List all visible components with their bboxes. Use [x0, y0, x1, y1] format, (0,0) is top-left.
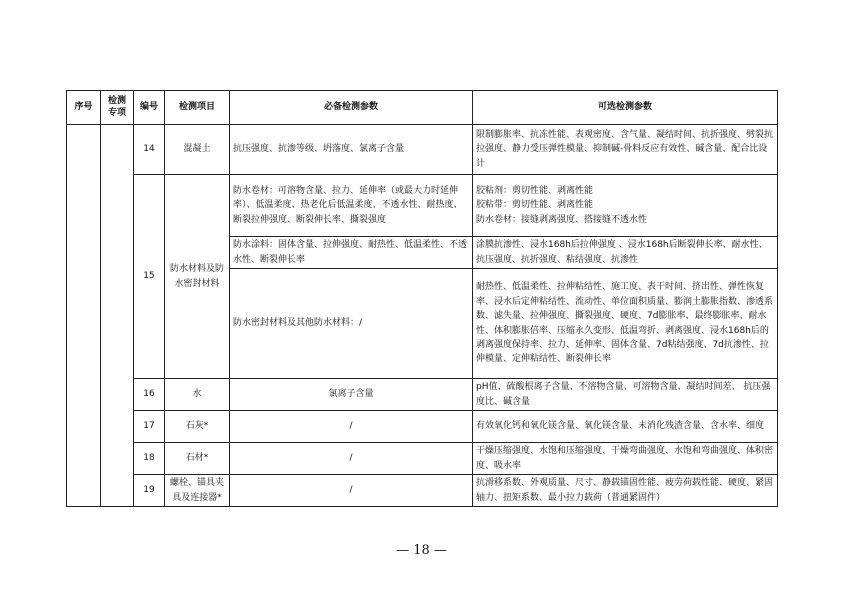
- category-cell: [101, 125, 134, 507]
- row-required: /: [230, 475, 473, 507]
- row-item: 防水材料及防水密封材料: [165, 175, 230, 379]
- row-required: /: [230, 443, 473, 475]
- header-code: 编号: [134, 91, 165, 125]
- row-item: 混凝土: [165, 125, 230, 175]
- table-row: [67, 475, 778, 507]
- row-optional: 有效氧化钙和氧化镁含量、氧化镁含量、未消化残渣含量、含水率、细度: [473, 411, 778, 443]
- row-optional: pH值、硫酸根离子含量、不溶物含量、可溶物含量、凝结时间差、 抗压强度比、碱含量: [473, 379, 778, 411]
- row-code: 14: [134, 125, 165, 175]
- header-category: 检测专项: [101, 91, 134, 125]
- row-item: 水: [165, 379, 230, 411]
- table-header-row: [67, 91, 778, 125]
- row-code: 19: [134, 475, 165, 507]
- header-required-params: 必备检测参数: [230, 91, 473, 125]
- row-item: 石灰*: [165, 411, 230, 443]
- row-required: 防水涂料：固体含量、拉伸强度、耐热性、低温柔性、不透水性、断裂伸长率: [230, 237, 473, 269]
- row-required: 防水密封材料及其他防水材料：/: [230, 269, 473, 379]
- row-item: 石材*: [165, 443, 230, 475]
- table-row: [67, 379, 778, 411]
- row-code: 15: [134, 175, 165, 379]
- table-row: [67, 411, 778, 443]
- row-optional: 限制膨胀率、抗冻性能、表观密度、含气量、凝结时间、抗折强度、劈裂抗拉强度、静力受压弹性模量、抑制碱-骨料反应有效性、碱含量、配合比设计: [473, 125, 778, 175]
- row-code: 16: [134, 379, 165, 411]
- row-optional: 抗滑移系数、外观质量、尺寸、静载锚固性能、疲劳荷载性能、硬度、紧固轴力、扭矩系数、最小拉力载荷（普通紧固件）: [473, 475, 778, 507]
- row-code: 17: [134, 411, 165, 443]
- detection-parameters-table: [66, 90, 778, 507]
- serial-cell: [67, 125, 101, 507]
- header-serial: 序号: [67, 91, 101, 125]
- table-row: [67, 175, 778, 237]
- table-row: [67, 443, 778, 475]
- header-item: 检测项目: [165, 91, 230, 125]
- row-required: /: [230, 411, 473, 443]
- row-required: 抗压强度、抗渗等级、坍落度、氯离子含量: [230, 125, 473, 175]
- row-optional: 干燥压缩强度、水饱和压缩强度、干燥弯曲强度、水饱和弯曲强度、体积密度、吸水率: [473, 443, 778, 475]
- row-optional: 胶粘剂：剪切性能、剥离性能 胶粘带：剪切性能、剥离性能 防水卷材：接缝剥离强度、搭接缝不透水性: [473, 175, 778, 237]
- row-item: 螺栓、锚具夹具及连接器*: [165, 475, 230, 507]
- table-row: [67, 125, 778, 175]
- page-number: — 18 —: [396, 543, 447, 558]
- row-optional: 涂膜抗渗性、浸水168h后拉伸强度 、浸水168h后断裂伸长率、耐水性、抗压强度、抗折强度、粘结强度、抗渗性: [473, 237, 778, 269]
- row-required: 氯离子含量: [230, 379, 473, 411]
- row-code: 18: [134, 443, 165, 475]
- row-required: 防水卷材：可溶物含量、拉力、延伸率（或最大力时延伸率）、低温柔度、热老化后低温柔度、不透水性、耐热度、断裂拉伸强度、断裂伸长率、撕裂强度: [230, 175, 473, 237]
- row-optional: 耐热性、低温柔性、拉伸粘结性、施工度、表干时间、挤出性、弹性恢复率、浸水后定伸粘结性、流动性、单位面积质量、膨润土膨胀指数、渗透系数、滤失量、拉伸强度、撕裂强度、硬度、7d膨胀率、最终膨胀率、耐水性、体积膨胀倍率、压缩永久变形、低温弯折、剥离强度、浸水168h后的剥离强度保持率、拉力、延伸率、固体含量、7d粘结强度、7d抗渗性、拉伸模量、定伸粘结性、断裂伸长率: [473, 269, 778, 379]
- header-optional-params: 可选检测参数: [473, 91, 778, 125]
